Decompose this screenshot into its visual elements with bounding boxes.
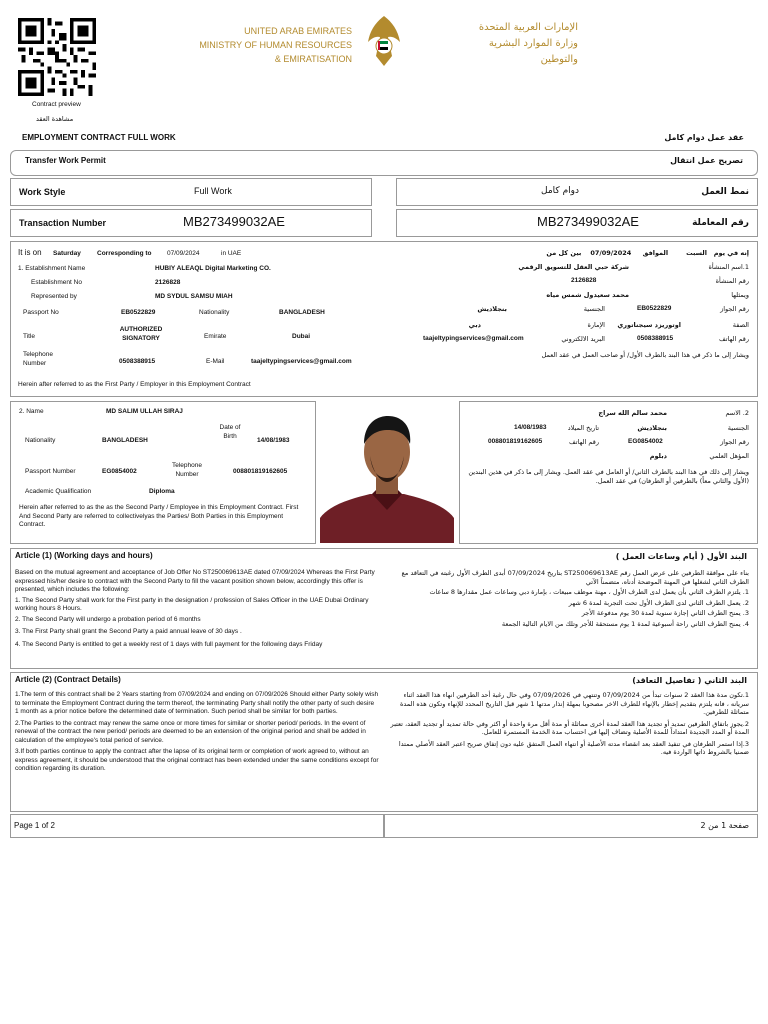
page-footer xyxy=(10,814,384,838)
transaction-number: MB273499032AE xyxy=(183,214,285,229)
ar-nat-2: بنجلاديش xyxy=(637,424,667,432)
article-1-line: 3. The First Party shall grant the Second Party a paid annual leave of 30 days . xyxy=(15,628,242,635)
contract-title: EMPLOYMENT CONTRACT FULL WORK xyxy=(22,133,176,142)
title-value: AUTHORIZED SIGNATORY xyxy=(119,326,163,342)
ministry-name-en: UNITED ARAB EMIRATES MINISTRY OF HUMAN RESOURCES & EMIRATISATION xyxy=(199,26,352,64)
ar-email-label: البريد الالكتروني xyxy=(561,335,605,343)
article-1-line-ar: 4. يمنح الطرف الثاني راحة أسبوعية لمدة 1 يوم مستحقة للأجر وتلك من الايام التالية الجمعة xyxy=(501,619,749,628)
contract-title-ar: عقد عمل دوام كامل xyxy=(664,133,744,142)
ar-email: taajeltypingservices@gmail.com xyxy=(423,335,524,342)
permit-type: Transfer Work Permit xyxy=(25,156,106,165)
ar-emirate-label: الإمارة xyxy=(587,321,605,329)
second-party-section xyxy=(10,401,316,544)
ar-phone-label: رقم الهاتف xyxy=(719,335,749,343)
article-1-line-ar: 1. يلتزم الطرف الثاني بأن يعمل لدى الطرف الأول ، مهنة موظف مبيعات ، بإمارة دبي وساعات عمل مقدارها 8 ساعات xyxy=(429,588,749,596)
ar-dob: 14/08/1983 xyxy=(514,424,547,431)
ar-first-party-herein: ويشار إلى ما ذكر في هذا البند بالطرف الأول/ أو صاحب العمل في عقد العمل xyxy=(541,351,749,359)
corresponding-label: Corresponding to xyxy=(97,250,152,257)
page-number: Page 1 of 2 xyxy=(14,821,55,830)
dob: 14/08/1983 xyxy=(257,437,290,444)
nationality-2: BANGLADESH xyxy=(102,437,148,444)
ar-passport-label-2: رقم الجواز xyxy=(720,438,749,446)
article-1-line-ar: 2. يعمل الطرف الثاني لدى الطرف الأول تحت التجربة لمدة 6 شهر xyxy=(568,598,749,607)
ar-phone-label-2: رقم الهاتف xyxy=(569,438,599,446)
ministry-name-ar: الإمارات العربية المتحدة وزارة الموارد البشرية والتوطين xyxy=(478,22,578,65)
employee-name: MD SALIM ULLAH SIRAJ xyxy=(106,408,183,415)
article-1-section xyxy=(10,548,758,669)
work-style-box-ar xyxy=(396,178,758,206)
transaction-number-ar: MB273499032AE xyxy=(537,214,639,229)
work-style-label-ar: نمط العمل xyxy=(701,187,749,197)
article-2-text-ar xyxy=(387,691,749,757)
work-style-value: Full Work xyxy=(194,186,232,196)
ar-phone: 0508388915 xyxy=(637,335,674,342)
article-1-title: Article (1) (Working days and hours) xyxy=(15,551,153,560)
dob-label: Date of Birth xyxy=(219,424,241,440)
ar-qual-label: المؤهل العلمي xyxy=(709,452,749,460)
article-2-line-ar: 3.إذا استمر الطرفان في تنفيذ العقد بعد انقضاء مدته الأصلية أو انتهاء العمل المتفق عليه دون إتفاق صريح اعتبر العقد الأصلي ممتدا ضمنيا بالشروط ذاتها الواردة فيه. xyxy=(398,739,749,756)
article-2-line: 1.The term of this contract shall be 2 Years starting from 07/09/2024 and ending on 07/09/2026 Should either Party solely wish to terminate the Employment Contract during the term thereof, the terminating Party shall notify the other party of such desire 1 month as a prior notice before the determined date of termination. Such period shall be similar for both parties. xyxy=(15,691,379,715)
first-party-ar-date: إنه في يوم السبت الموافق 07/09/2024 بين كل من xyxy=(546,249,749,257)
contract-preview-label-ar: مشاهدة العقد xyxy=(36,115,74,123)
article-1-line-ar: 3. يمنح الطرف الثاني إجازة سنوية لمدة 30 يوم مدفوعة الأجر xyxy=(581,609,749,617)
article-2-line: 2.The Parties to the contract may renew the same once or more times for similar or shorter period/ periods. In the event of renewal of the contract the new period/ periods are deemed to be an extension of the original period and shall be added in calculation of the employee's total period of service. xyxy=(15,719,366,744)
establishment-no-label: Establishment No xyxy=(31,279,82,286)
ar-title: اوتوريزد سيجناتوري xyxy=(617,321,681,329)
passport-no-label: Passport No xyxy=(23,309,59,316)
email: taajeltypingservices@gmail.com xyxy=(251,358,352,365)
article-1-line: 4. The Second Party is entitled to get a weekly rest of 1 days with full payment for the following days Friday xyxy=(15,640,323,648)
ar-nat-label-2: الجنسية xyxy=(727,424,749,432)
article-2-title: Article (2) (Contract Details) xyxy=(15,675,121,684)
ar-name-label: 2. الاسم xyxy=(725,409,749,417)
nationality-label-2: Nationality xyxy=(25,437,56,444)
in-uae-label: in UAE xyxy=(221,250,242,257)
qualification-label: Academic Qualification xyxy=(25,488,92,495)
establishment-no: 2126828 xyxy=(155,279,181,286)
telephone-label-2: Telephone Number xyxy=(172,462,202,478)
article-1-line: 1. The Second Party shall work for the First party in the designation / profession of Sales Officer in the UAE Dubai Ordinary working hours 8 Hours. xyxy=(15,596,369,612)
work-style-box xyxy=(10,178,372,206)
employee-photo xyxy=(320,406,454,543)
article-1-line-ar: بناء على موافقة الطرفين على عرض العمل رقم ST250069613AE بتاريخ 07/09/2024 أبدى الطرف الأول رغبته في التعاقد مع الطرف الثاني لشغلها في المهنة الموضحة أدناه، متضمناً الآتي xyxy=(401,569,749,586)
second-party-section-ar xyxy=(459,401,758,544)
ar-rep-label: ويمثلها xyxy=(731,291,749,299)
emirate-label: Emirate xyxy=(204,333,227,340)
first-party-section xyxy=(10,241,758,397)
passport-label-2: Passport Number xyxy=(25,468,76,475)
represented-by: MD SYDUL SAMSU MIAH xyxy=(155,293,233,300)
permit-type-ar: تصريح عمل انتقال xyxy=(670,156,743,165)
work-style-value-ar: دوام كامل xyxy=(541,186,579,196)
transaction-label-ar: رقم المعاملة xyxy=(692,218,749,228)
date-value: 07/09/2024 xyxy=(167,250,200,257)
represented-by-label: Represented by xyxy=(31,293,77,300)
ar-passport-2: EG0854002 xyxy=(628,438,663,445)
ar-est-no: 2126828 xyxy=(571,277,597,284)
ar-nat-label: الجنسية xyxy=(583,305,605,313)
article-2-line-ar: 1.تكون مدة هذا العقد 2 سنوات تبدأ من 07/09/2024 وتنتهي في 07/09/2026 وفي حال رغبة أحد الطرفين انهاء هذا العقد اثناء سريانه ، فانه يلتزم بتقديم إخطار بالإنهاء للطرف الاخر مصحوبا بمهلة إنذار مدتها 1 شهر قبل التاريخ المحدد للإنهاء وتكون هذه المدة متماثلة للطرفين. xyxy=(399,691,749,716)
article-2-section xyxy=(10,672,758,812)
ar-name: محمد سالم الله سراج xyxy=(598,409,667,417)
page-number-ar: صفحة 1 من 2 xyxy=(700,821,749,830)
article-2-line: 3.If both parties continue to apply the contract after the lapse of its original term or completion of work agreed to, without an express agreement, it should be understood that the original contract has been extended under the same conditions except for condition regarding its duration. xyxy=(15,748,379,772)
ar-nat: بنجلاديش xyxy=(477,305,507,313)
permit-row xyxy=(10,150,758,176)
article-1-text-ar xyxy=(387,569,749,628)
article-1-line: Based on the mutual agreement and acceptance of Job Offer No ST250069613AE dated 07/09/2024 Whereas the First Party expressed his/her desire to contract with the Second Party to fill the vacant position shown below, accordingly this offer is presented, which includes the following: xyxy=(15,569,375,593)
transaction-label: Transaction Number xyxy=(19,218,107,228)
article-2-line-ar: 2.يجوز باتفاق الطرفين تمديد أو تجديد هذا العقد لمدة أخرى مماثلة أو مدة أقل مرة واحدة أو اكثر وفي حالة تمديد أو تجديد العقد، تعتبر المدة أو المدد الجديدة امتداداً للمدة الأصلية وتضاف إليها في احتساب مدة الخدمة المستمرة للعامل. xyxy=(390,719,749,736)
emirate: Dubai xyxy=(292,333,311,340)
passport-2: EG0854002 xyxy=(102,468,137,475)
article-2-title-ar: البند الثاني ( تفاصيل التعاقد) xyxy=(632,676,747,685)
article-1-title-ar: البند الأول ( أيام وساعات العمل ) xyxy=(615,552,747,561)
transaction-box-ar xyxy=(396,209,758,237)
ar-est-label: 1.اسم المنشأة xyxy=(708,263,749,271)
transaction-box xyxy=(10,209,372,237)
telephone-label: Telephone Number xyxy=(23,351,53,367)
day-value: Saturday xyxy=(53,250,81,257)
uae-emblem-icon xyxy=(362,12,406,70)
article-1-line: 2. The Second Party will undergo a probation period of 6 months xyxy=(15,615,201,623)
work-style-label: Work Style xyxy=(19,187,66,197)
title-label: Title xyxy=(23,333,36,340)
ar-passport: EB0522829 xyxy=(637,305,672,312)
article-2-text xyxy=(15,691,379,774)
article-1-text xyxy=(15,569,379,649)
telephone-2: 008801819162605 xyxy=(233,468,288,475)
qr-code xyxy=(18,18,96,96)
ar-est-no-label: رقم المنشأة xyxy=(715,277,749,285)
email-label: E-Mail xyxy=(206,358,225,365)
ar-second-party-herein: ويشار إلى ذلك في هذا البند بالطرف الثاني/ أو العامل في عقد العمل. ويشار إلى ما ذكر في هذين البندين (الأول والثاني معاً) بالطرفين أو الطرفان) في عقد العمل. xyxy=(468,468,749,485)
ar-passport-label: رقم الجواز xyxy=(720,305,749,313)
name-label: 2. Name xyxy=(19,408,44,415)
qualification: Diploma xyxy=(149,488,175,495)
passport-no: EB0522829 xyxy=(121,309,156,316)
establishment-name-label: 1. Establishment Name xyxy=(18,265,86,272)
ar-emirate: دبي xyxy=(468,321,481,329)
page-footer-ar xyxy=(384,814,758,838)
telephone: 0508388915 xyxy=(119,358,156,365)
establishment-name: HUBIY ALEAQL Digital Marketing CO. xyxy=(155,265,271,272)
second-party-herein: Herein after referred to as the as the Second Party / Employee in this Employment Contract. First And Second Party are referred to collectivelyas the Parties/ Both Parties in this Employment Contract. xyxy=(19,504,299,528)
ar-phone-2: 008801819162605 xyxy=(488,438,543,445)
nationality-label: Nationality xyxy=(199,309,230,316)
ar-qual: دبلوم xyxy=(649,452,667,460)
nationality: BANGLADESH xyxy=(279,309,325,316)
ar-est: شركة حبي العقل للتسويق الرقمي xyxy=(518,263,629,271)
ar-dob-label: تاريخ الميلاد xyxy=(567,424,599,432)
contract-preview-label: Contract preview xyxy=(32,101,81,108)
ar-title-label: الصفة xyxy=(732,321,749,329)
ar-rep: محمد سعيدول شمس مياه xyxy=(546,291,629,299)
first-party-herein: Herein after referred to as the First Party / Employer in this Employment Contract xyxy=(18,381,251,388)
it-is-on-label: It is on xyxy=(18,248,42,257)
